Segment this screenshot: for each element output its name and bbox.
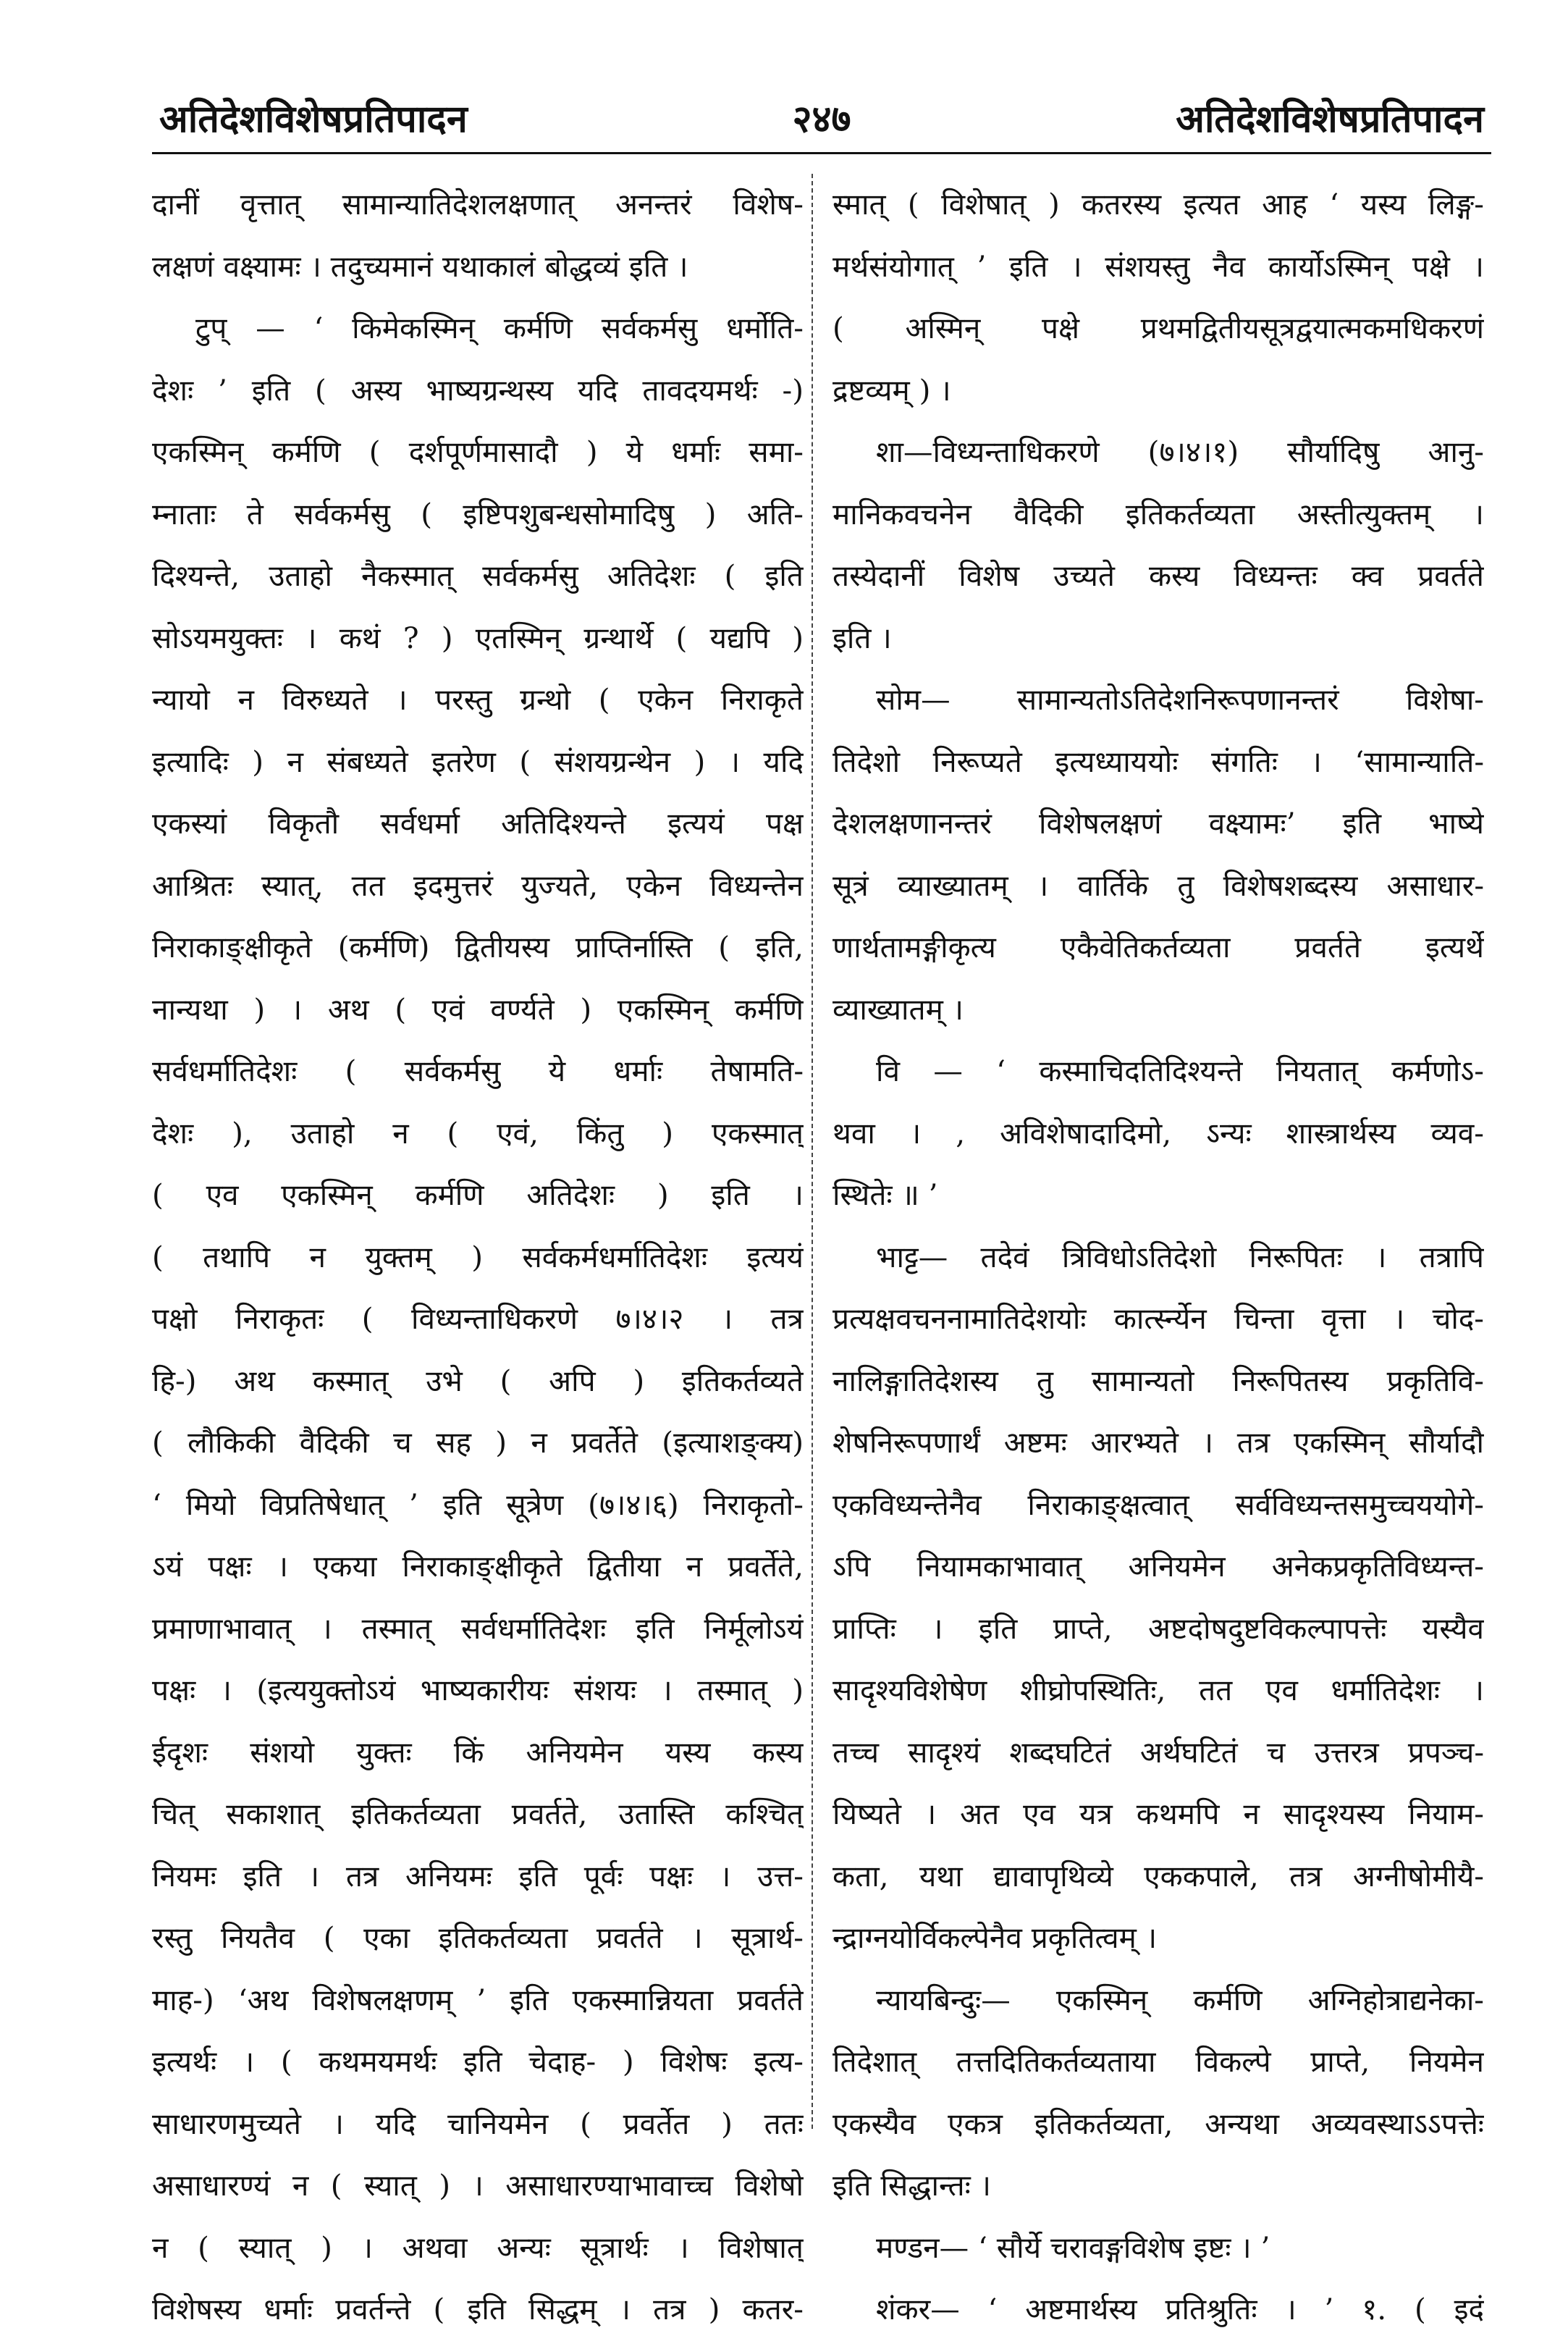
text-line: कता, यथा द्यावापृथिव्ये एककपाले, तत्र अग्नीषोमीयै- (833, 1858, 1484, 1894)
text-line: एकस्मिन् कर्मणि ( दर्शपूर्णमासादौ ) ये धर्माः समा- (152, 434, 804, 469)
text-line: मानिकवचनेन वैदिकी इतिकर्तव्यता अस्तीत्युक्तम् । (833, 496, 1484, 531)
text-line: भाट्ट— तदेवं त्रिविधोऽतिदेशो निरूपितः । तत्रापि (876, 1239, 1484, 1274)
text-line: शंकर— ‘ अष्टमार्थस्य प्रतिश्रुतिः । ’ १. ( इदं (876, 2292, 1484, 2327)
text-line: हि-) अथ कस्मात् उभे ( अपि ) इतिकर्तव्यते (152, 1363, 804, 1398)
text-line: इत्यादिः ) न संबध्यते इतरेण ( संशयग्रन्थेन ) । यदि (152, 744, 804, 779)
text-line: म्नाताः ते सर्वकर्मसु ( इष्टिपशुबन्धसोमादिषु ) अति- (152, 496, 804, 531)
running-title-right: अतिदेशविशेषप्रतिपादन (1176, 97, 1484, 141)
text-line: एकस्यां विकृतौ सर्वधर्मा अतिदिश्यन्ते इत्ययं पक्ष (152, 806, 804, 841)
running-title-left: अतिदेशविशेषप्रतिपादन (159, 97, 468, 141)
text-line: थवा । , अविशेषादादिमो, ऽन्यः शास्त्रार्थस्य व्यव- (833, 1115, 1484, 1151)
text-line: नियमः इति । तत्र अनियमः इति पूर्वः पक्षः । उत्त- (152, 1858, 804, 1894)
text-line: न्यायो न विरुध्यते । परस्तु ग्रन्थो ( एकेन निराकृते (152, 682, 804, 717)
text-line: मर्थसंयोगात् ’ इति । संशयस्तु नैव कार्योऽस्मिन् पक्षे । (833, 248, 1484, 284)
text-line: आश्रितः स्यात्, तत इदमुत्तरं युज्यते, एकेन विध्यन्तेन (152, 867, 804, 903)
text-line: तिदेशात् तत्तदितिकर्तव्यताया विकल्पे प्राप्ते, नियमेन (833, 2044, 1484, 2079)
text-line: सूत्रं व्याख्यातम् । वार्तिके तु विशेषशब्दस्य असाधार- (833, 867, 1484, 903)
text-line: स्थितेः ॥ ’ (833, 1177, 938, 1212)
text-line: तच्च सादृश्यं शब्दघटितं अर्थघटितं च उत्तरत्र प्रपञ्च- (833, 1734, 1484, 1770)
text-line: ऽपि नियामकाभावात् अनियमेन अनेकप्रकृतिविध्यन्त- (833, 1549, 1484, 1584)
text-line: सर्वधर्मातिदेशः ( सर्वकर्मसु ये धर्माः तेषामति- (152, 1054, 804, 1088)
text-line: शा—विध्यन्ताधिकरणे (७।४।१) सौर्यादिषु आनु- (876, 434, 1484, 469)
text-line: देशः ’ इति ( अस्य भाष्यग्रन्थस्य यदि तावदयमर्थः -) (152, 372, 804, 408)
text-line: ‘ मियो विप्रतिषेधात् ’ इति सूत्रेण (७।४।६) निराकृतो- (152, 1487, 804, 1522)
text-line: सोम— सामान्यतोऽतिदेशनिरूपणानन्तरं विशेषा- (876, 682, 1484, 717)
left-column (152, 174, 804, 2341)
text-line: प्रमाणाभावात् । तस्मात् सर्वधर्मातिदेशः इति निर्मूलोऽयं (152, 1610, 804, 1646)
right-column (833, 174, 1484, 2341)
text-line: इति । (833, 620, 892, 655)
text-line: प्राप्तिः । इति प्राप्ते, अष्टदोषदुष्टविकल्पापत्तेः यस्यैव (833, 1610, 1484, 1646)
text-line: लक्षणं वक्ष्यामः । तदुच्यमानं यथाकालं बोद्धव्यं इति । (152, 248, 688, 284)
text-line: टुप् — ‘ किमेकस्मिन् कर्मणि सर्वकर्मसु धर्मोति- (195, 311, 804, 345)
text-line: रस्तु नियतैव ( एका इतिकर्तव्यता प्रवर्तते । सूत्रार्थ- (152, 1920, 804, 1955)
text-line: चित् सकाशात् इतिकर्तव्यता प्रवर्तते, उतास्ति कश्चित् (152, 1796, 804, 1831)
text-line: ( अस्मिन् पक्षे प्रथमद्वितीयसूत्रद्वयात्मकमधिकरणं (833, 311, 1484, 345)
text-line: ईदृशः संशयो युक्तः किं अनियमेन यस्य कस्य (152, 1734, 804, 1770)
text-line: देशलक्षणानन्तरं विशेषलक्षणं वक्ष्यामः’ इति भाष्ये (833, 806, 1484, 841)
text-line: माह-) ‘अथ विशेषलक्षणम् ’ इति एकस्मान्नियता प्रवर्तते (152, 1982, 804, 2017)
text-line: एकविध्यन्तेनैव निराकाङ्क्षत्वात् सर्वविध्यन्तसमुच्चययोगे- (833, 1487, 1484, 1522)
page-number: २४७ (792, 97, 851, 141)
text-line: इति सिद्धान्तः । (833, 2168, 992, 2203)
text-line: दिश्यन्ते, उताहो नैकस्मात् सर्वकर्मसु अतिदेशः ( इति (152, 558, 804, 593)
text-line: यिष्यते । अत एव यत्र कथमपि न सादृश्यस्य नियाम- (833, 1796, 1484, 1831)
text-line: द्रष्टव्यम् ) । (833, 372, 951, 408)
text-line: नान्यथा ) । अथ ( एवं वर्ण्यते ) एकस्मिन् कर्मणि (152, 991, 804, 1027)
column-divider (812, 174, 813, 2129)
text-line: साधारणमुच्यते । यदि चानियमेन ( प्रवर्तेत ) ततः (152, 2106, 804, 2141)
text-line: न्यायबिन्दुः— एकस्मिन् कर्मणि अग्निहोत्राद्यनेका- (876, 1982, 1484, 2017)
header-rule (152, 152, 1491, 154)
text-line: वि — ‘ कस्माचिदतिदिश्यन्ते नियतात् कर्मणोऽ- (876, 1054, 1484, 1088)
text-line: पक्षः । (इत्ययुक्तोऽयं भाष्यकारीयः संशयः । तस्मात् ) (152, 1673, 804, 1707)
text-line: न्द्राग्नयोर्विकल्पेनैव प्रकृतित्वम् । (833, 1920, 1158, 1955)
text-line: न ( स्यात् ) । अथवा अन्यः सूत्रार्थः । विशेषात् (152, 2229, 804, 2265)
page-header (159, 94, 1484, 152)
text-line: नालिङ्गातिदेशस्य तु सामान्यतो निरूपितस्य प्रकृतिवि- (833, 1363, 1484, 1398)
text-line: प्रत्यक्षवचननामातिदेशयोः कार्त्स्न्येन चिन्ता वृत्ता । चोद- (833, 1301, 1484, 1336)
text-line: ( लौकिकी वैदिकी च सह ) न प्रवर्तेते (इत्याशङ्क्य) (152, 1425, 804, 1460)
text-line: निराकाङ्क्षीकृते (कर्मणि) द्वितीयस्य प्राप्तिर्नास्ति ( इति, (152, 930, 804, 964)
text-line: तस्येदानीं विशेष उच्यते कस्य विध्यन्तः क्व प्रवर्तते (833, 558, 1484, 593)
text-line: ( एव एकस्मिन् कर्मणि अतिदेशः ) इति । (152, 1177, 804, 1212)
text-line: णार्थतामङ्गीकृत्य एकैवेतिकर्तव्यता प्रवर्तते इत्यर्थे (833, 930, 1484, 964)
text-line: एकस्यैव एकत्र इतिकर्तव्यता, अन्यथा अव्यवस्थाऽऽपत्तेः (833, 2106, 1484, 2141)
text-line: ऽयं पक्षः । एकया निराकाङ्क्षीकृते द्वितीया न प्रवर्तेते, (152, 1549, 804, 1584)
text-line: इत्यर्थः । ( कथमयमर्थः इति चेदाह- ) विशेषः इत्य- (152, 2044, 804, 2079)
text-line: पक्षो निराकृतः ( विध्यन्ताधिकरणे ७।४।२ । तत्र (152, 1301, 804, 1336)
text-line: दानीं वृत्तात् सामान्यातिदेशलक्षणात् अनन्तरं विशेष- (152, 187, 804, 222)
text-line: मण्डन— ‘ सौर्ये चरावङ्गविशेष इष्टः । ’ (876, 2229, 1270, 2265)
text-line: देशः ), उताहो न ( एवं, किंतु ) एकस्मात् (152, 1115, 804, 1151)
text-line: स्मात् ( विशेषात् ) कतरस्य इत्यत आह ‘ यस्य लिङ्ग- (833, 187, 1484, 222)
text-line: सादृश्यविशेषेण शीघ्रोपस्थितिः, तत एव धर्मातिदेशः । (833, 1673, 1484, 1707)
text-line: सोऽयमयुक्तः । कथं ? ) एतस्मिन् ग्रन्थार्थे ( यद्यपि ) (152, 620, 804, 655)
text-line: व्याख्यातम् । (833, 991, 964, 1027)
text-line: असाधारण्यं न ( स्यात् ) । असाधारण्याभावाच्च विशेषो (152, 2168, 804, 2203)
text-line: तिदेशो निरूप्यते इत्यध्याययोः संगतिः । ‘सामान्याति- (833, 744, 1484, 779)
text-line: शेषनिरूपणार्थं अष्टमः आरभ्यते । तत्र एकस्मिन् सौर्यादौ (833, 1425, 1484, 1460)
text-line: ( तथापि न युक्तम् ) सर्वकर्मधर्मातिदेशः इत्ययं (152, 1239, 804, 1274)
text-line: विशेषस्य धर्माः प्रवर्तन्ते ( इति सिद्धम् । तत्र ) कतर- (152, 2292, 804, 2327)
